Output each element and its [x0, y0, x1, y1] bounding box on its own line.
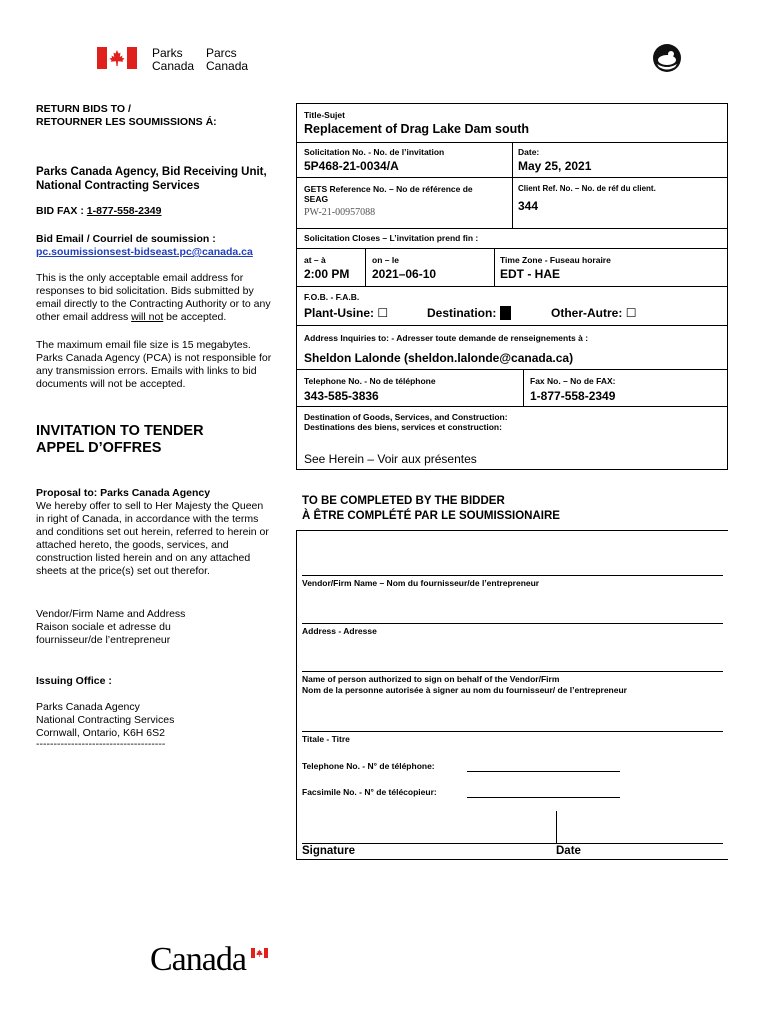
issuing-line4: -------------------------------------: [36, 738, 166, 750]
vendor-name-label: Vendor/Firm Name – Nom du fournisseur/de l’entrepreneur: [302, 578, 540, 588]
only-email-line1: This is the only acceptable email address for: [36, 272, 244, 284]
issuing-office-address: [36, 701, 174, 749]
plant-usine-checkbox[interactable]: ☐: [377, 306, 389, 320]
proposal-line6: sheets at the price(s) set out therefor.: [36, 565, 210, 577]
only-email-line4: [36, 311, 271, 324]
closes-label: Solicitation Closes – L’invitation prend fin :: [304, 233, 479, 243]
max-size-note: [36, 339, 271, 391]
authorized-name-line[interactable]: [302, 671, 723, 672]
on-label: on – le: [372, 255, 399, 265]
solicitation-info-box: [296, 103, 728, 470]
only-email-will-not: will not: [131, 311, 164, 323]
proposal-line4: attached hereto, the goods, services, and: [36, 539, 229, 551]
destination-goods-line1: Destination of Goods, Services, and Construction:: [304, 412, 508, 422]
proposal-text: [36, 487, 269, 578]
bid-fax-label: BID FAX :: [36, 205, 87, 217]
bidder-heading-line2: À ÊTRE COMPLÉTÉ PAR LE SOUMISSIONAIRE: [302, 510, 560, 522]
signature-line[interactable]: [302, 843, 723, 844]
fax-label: Fax No. – No de FAX:: [530, 376, 616, 386]
destination-goods-label: [304, 412, 508, 432]
return-bids-heading: [36, 103, 217, 129]
destination-checkbox-checked[interactable]: [500, 306, 511, 320]
address-inquiries-label: Address Inquiries to: - Adresser toute demande de renseignements à :: [304, 333, 589, 343]
bidder-fax-label: Facsimile No. - N° de télécopieur:: [302, 787, 437, 797]
signature-label: Signature: [302, 845, 356, 857]
gets-label: [304, 184, 473, 204]
wordmark-flag-icon: [251, 948, 268, 958]
parks-en-line2: Canada: [152, 59, 195, 73]
authorized-line2: Nom de la personne autorisée à signer au nom du fournisseur/ de l’entrepreneur: [302, 685, 627, 695]
issuing-line3: Cornwall, Ontario, K6H 6S2: [36, 727, 165, 739]
bidder-heading-line1: TO BE COMPLETED BY THE BIDDER: [302, 495, 505, 507]
signature-divider: [556, 811, 557, 843]
bid-fax: [36, 205, 162, 218]
vendor-line3: fournisseur/de l’entrepreneur: [36, 634, 171, 646]
destination: [427, 306, 511, 320]
max-size-line4: documents will not be accepted.: [36, 378, 186, 390]
authorized-line1: Name of person authorized to sign on behalf of the Vendor/Firm: [302, 674, 560, 684]
address-line[interactable]: [302, 623, 723, 624]
plant-usine: [304, 306, 388, 320]
proposal-line3: and conditions set out herein, referred to herein or: [36, 526, 269, 538]
other-autre: [551, 306, 636, 320]
proposal-line2: in right of Canada, in accordance with the terms: [36, 513, 259, 525]
vendor-line2: Raison sociale et adresse du: [36, 621, 171, 633]
proposal-line5: construction listed herein and on any attached: [36, 552, 251, 564]
telephone-value: 343-585-3836: [304, 389, 379, 403]
title-line[interactable]: [302, 731, 723, 732]
max-size-line2: Parks Canada Agency (PCA) is not responsible for: [36, 352, 272, 364]
date-label-bidder: Date: [556, 845, 581, 857]
canada-wordmark: Canada: [150, 941, 246, 978]
solicitation-no-value: 5P468-21-0034/A: [304, 159, 399, 173]
on-value: 2021–06-10: [372, 267, 437, 281]
destination-label: Destination:: [427, 306, 497, 320]
bidder-box-top: [296, 530, 728, 531]
bidder-telephone-label: Telephone No. - N° de téléphone:: [302, 761, 435, 771]
title-field-label: Titale - Titre: [302, 734, 350, 744]
client-ref-value: 344: [518, 199, 539, 213]
parks-en-line1: Parks: [152, 46, 183, 60]
issuing-line1: Parks Canada Agency: [36, 701, 140, 713]
title-value: Replacement of Drag Lake Dam south: [304, 122, 530, 136]
agency-line2: National Contracting Services: [36, 180, 200, 192]
agency-address: [36, 165, 267, 193]
only-email-line4a: other email address: [36, 311, 132, 323]
parcs-canada-fr: [206, 47, 248, 73]
canada-flag-icon: [97, 47, 137, 69]
vendor-address-label: [36, 608, 185, 647]
timezone-value: EDT - HAE: [500, 267, 560, 281]
bid-email: [36, 233, 253, 259]
plant-usine-label: Plant-Usine:: [304, 306, 375, 320]
only-email-line2: responses to bid solicitation. Bids submitted by: [36, 285, 254, 297]
telephone-label: Telephone No. - No de téléphone: [304, 376, 436, 386]
issuing-line2: National Contracting Services: [36, 714, 175, 726]
return-bids-line1: RETURN BIDS TO /: [36, 103, 131, 115]
client-ref-label: Client Ref. No. – No. de réf du client.: [518, 184, 656, 193]
max-size-line1: The maximum email file size is 15 megabytes.: [36, 339, 251, 351]
other-autre-label: Other-Autre:: [551, 306, 623, 320]
bidder-heading: [302, 494, 560, 524]
invitation-line1: INVITATION TO TENDER: [36, 423, 204, 439]
vendor-line1: Vendor/Firm Name and Address: [36, 608, 186, 620]
parcs-fr-line1: Parcs: [206, 46, 237, 60]
date-label: Date:: [518, 147, 540, 157]
only-email-line4c: be accepted.: [163, 311, 227, 323]
bid-fax-value: 1-877-558-2349: [86, 205, 162, 217]
invitation-heading: [36, 423, 204, 457]
issuing-office-label: Issuing Office :: [36, 675, 112, 687]
at-label: at – à: [304, 255, 326, 265]
fax-value: 1-877-558-2349: [530, 389, 616, 403]
other-autre-checkbox[interactable]: ☐: [625, 306, 637, 320]
at-value: 2:00 PM: [304, 267, 350, 281]
bidder-fax-line[interactable]: [467, 797, 620, 798]
only-email-note: [36, 272, 271, 324]
vendor-name-line[interactable]: [302, 575, 723, 576]
proposal-line1: We hereby offer to sell to Her Majesty the Queen: [36, 500, 264, 512]
proposal-label: Proposal to: Parks Canada Agency: [36, 487, 211, 499]
fob-label: F.O.B. - F.A.B.: [304, 292, 360, 302]
title-label: Title-Sujet: [304, 110, 345, 120]
bidder-telephone-line[interactable]: [467, 771, 620, 772]
parks-canada-en: [152, 47, 194, 73]
beaver-logo-icon: [651, 42, 683, 74]
agency-line1: Parks Canada Agency, Bid Receiving Unit,: [36, 166, 267, 178]
solicitation-no-label: Solicitation No. - No. de l’invitation: [304, 147, 445, 157]
address-inquiries-value: Sheldon Lalonde (sheldon.lalonde@canada.ca): [304, 351, 574, 365]
max-size-line3: any transmission errors. Emails with links to bid: [36, 365, 257, 377]
gets-value: PW-21-00957088: [304, 207, 376, 218]
gets-label-line2: SEAG: [304, 194, 329, 204]
invitation-line2: APPEL D’OFFRES: [36, 440, 162, 456]
gets-label-line1: GETS Reference No. – No de référence de: [304, 184, 473, 194]
parcs-fr-line2: Canada: [206, 59, 249, 73]
address-label: Address - Adresse: [302, 626, 377, 636]
see-herein: See Herein – Voir aux présentes: [304, 452, 477, 466]
timezone-label: Time Zone - Fuseau horaire: [500, 255, 611, 265]
date-value: May 25, 2021: [518, 159, 592, 173]
destination-goods-line2: Destinations des biens, services et construction:: [304, 422, 502, 432]
bid-email-link[interactable]: pc.soumissionsest-bidseast.pc@canada.ca: [36, 246, 253, 258]
authorized-name-label: [302, 674, 627, 696]
return-bids-line2: RETOURNER LES SOUMISSIONS Á:: [36, 116, 217, 128]
bid-email-label: Bid Email / Courriel de soumission :: [36, 233, 216, 245]
only-email-line3: email directly to the Contracting Authority or to any: [36, 298, 271, 310]
